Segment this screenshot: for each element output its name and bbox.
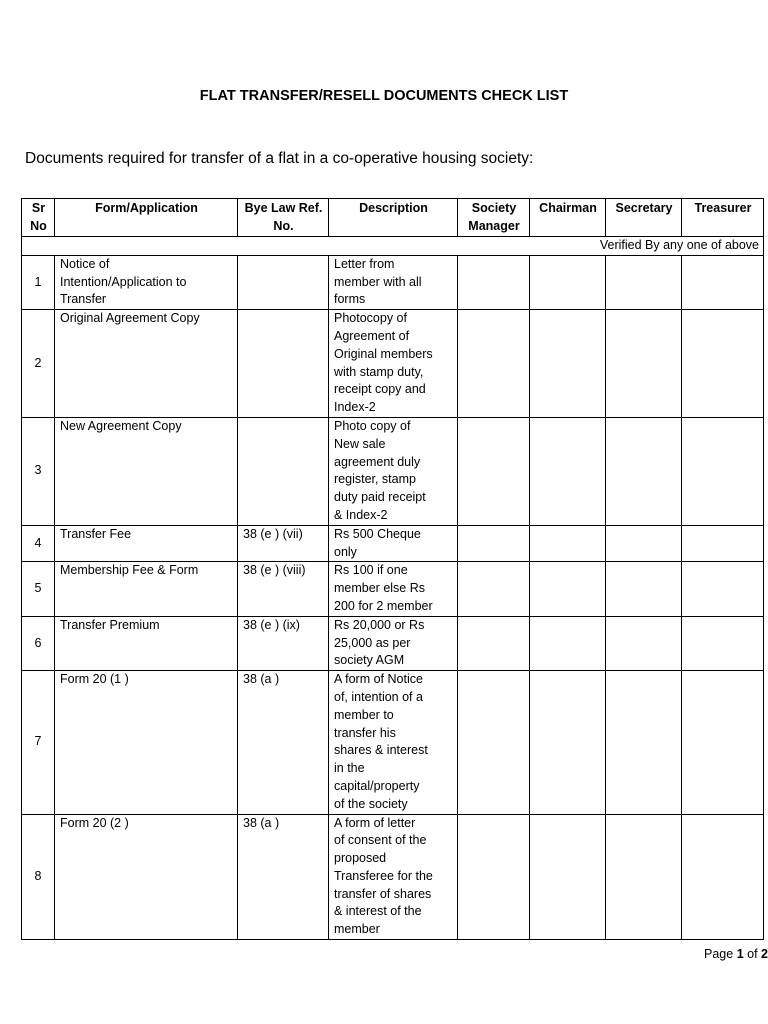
page-total: 2: [761, 947, 768, 961]
header-treasurer: Treasurer: [682, 199, 764, 237]
header-chairman: Chairman: [530, 199, 606, 237]
table-row: [22, 671, 764, 814]
row-form-application: Notice of Intention/Application to Transfer: [55, 255, 238, 309]
header-society-manager: Society Manager: [458, 199, 530, 237]
page-prefix: Page: [704, 947, 734, 961]
page-current: 1: [736, 947, 744, 961]
row-secretary-check[interactable]: [606, 562, 682, 616]
table-row: [22, 616, 764, 670]
row-bye-law-ref: 38 (e ) (ix): [238, 616, 329, 670]
document-title: FLAT TRANSFER/RESELL DOCUMENTS CHECK LIST: [199, 88, 569, 104]
row-bye-law-ref: 38 (a ): [238, 671, 329, 814]
header-description: Description: [329, 199, 458, 237]
row-description: Letter from member with all forms: [329, 255, 458, 309]
row-description: A form of letter of consent of the proposed Transferee for the transfer of shares & interest of the member: [329, 814, 458, 940]
verified-note-row: [22, 237, 764, 256]
row-description: Rs 100 if one member else Rs 200 for 2 member: [329, 562, 458, 616]
row-bye-law-ref: 38 (e ) (vii): [238, 525, 329, 562]
row-description: Rs 500 Cheque only: [329, 525, 458, 562]
row-sr-no: 2: [22, 310, 55, 418]
row-sr-no: 6: [22, 616, 55, 670]
header-secretary: Secretary: [606, 199, 682, 237]
row-society-manager-check[interactable]: [458, 417, 530, 525]
row-bye-law-ref: 38 (e ) (viii): [238, 562, 329, 616]
row-chairman-check[interactable]: [530, 525, 606, 562]
row-sr-no: 4: [22, 525, 55, 562]
row-chairman-check[interactable]: [530, 255, 606, 309]
header-sr-no: Sr No: [22, 199, 55, 237]
row-bye-law-ref: [238, 417, 329, 525]
row-chairman-check[interactable]: [530, 417, 606, 525]
table-row: [22, 562, 764, 616]
row-form-application: Form 20 (1 ): [55, 671, 238, 814]
row-bye-law-ref: [238, 310, 329, 418]
documents-checklist-table: [21, 198, 764, 940]
table-row: [22, 814, 764, 940]
row-chairman-check[interactable]: [530, 310, 606, 418]
row-form-application: Transfer Fee: [55, 525, 238, 562]
row-treasurer-check[interactable]: [682, 616, 764, 670]
row-society-manager-check[interactable]: [458, 562, 530, 616]
row-form-application: Membership Fee & Form: [55, 562, 238, 616]
row-treasurer-check[interactable]: [682, 525, 764, 562]
row-bye-law-ref: 38 (a ): [238, 814, 329, 940]
row-secretary-check[interactable]: [606, 616, 682, 670]
row-society-manager-check[interactable]: [458, 525, 530, 562]
row-chairman-check[interactable]: [530, 562, 606, 616]
table-row: [22, 310, 764, 418]
row-treasurer-check[interactable]: [682, 562, 764, 616]
row-treasurer-check[interactable]: [682, 417, 764, 525]
row-treasurer-check[interactable]: [682, 814, 764, 940]
header-bye-law: Bye Law Ref. No.: [238, 199, 329, 237]
row-secretary-check[interactable]: [606, 814, 682, 940]
row-description: Photocopy of Agreement of Original members with stamp duty, receipt copy and Index-2: [329, 310, 458, 418]
row-society-manager-check[interactable]: [458, 814, 530, 940]
table-row: [22, 255, 764, 309]
row-sr-no: 7: [22, 671, 55, 814]
row-society-manager-check[interactable]: [458, 255, 530, 309]
row-society-manager-check[interactable]: [458, 310, 530, 418]
row-description: Rs 20,000 or Rs 25,000 as per society AGM: [329, 616, 458, 670]
row-sr-no: 1: [22, 255, 55, 309]
row-sr-no: 8: [22, 814, 55, 940]
page-separator: of: [747, 947, 758, 961]
row-chairman-check[interactable]: [530, 616, 606, 670]
document-subtitle: Documents required for transfer of a flat in a co-operative housing society:: [25, 150, 534, 167]
row-sr-no: 5: [22, 562, 55, 616]
row-secretary-check[interactable]: [606, 417, 682, 525]
row-form-application: Transfer Premium: [55, 616, 238, 670]
row-description: A form of Notice of, intention of a member to transfer his shares & interest in the capital/property of the society: [329, 671, 458, 814]
row-treasurer-check[interactable]: [682, 310, 764, 418]
row-secretary-check[interactable]: [606, 671, 682, 814]
row-treasurer-check[interactable]: [682, 255, 764, 309]
row-secretary-check[interactable]: [606, 255, 682, 309]
row-bye-law-ref: [238, 255, 329, 309]
row-form-application: New Agreement Copy: [55, 417, 238, 525]
table-row: [22, 525, 764, 562]
row-description: Photo copy of New sale agreement duly register, stamp duty paid receipt & Index-2: [329, 417, 458, 525]
table-row: [22, 417, 764, 525]
row-sr-no: 3: [22, 417, 55, 525]
table-header-row: [22, 199, 764, 237]
row-society-manager-check[interactable]: [458, 671, 530, 814]
row-form-application: Original Agreement Copy: [55, 310, 238, 418]
row-treasurer-check[interactable]: [682, 671, 764, 814]
row-chairman-check[interactable]: [530, 814, 606, 940]
row-society-manager-check[interactable]: [458, 616, 530, 670]
page-indicator: [704, 947, 768, 961]
row-chairman-check[interactable]: [530, 671, 606, 814]
verified-note: Verified By any one of above: [22, 237, 764, 256]
header-form-application: Form/Application: [55, 199, 238, 237]
row-form-application: Form 20 (2 ): [55, 814, 238, 940]
row-secretary-check[interactable]: [606, 525, 682, 562]
row-secretary-check[interactable]: [606, 310, 682, 418]
